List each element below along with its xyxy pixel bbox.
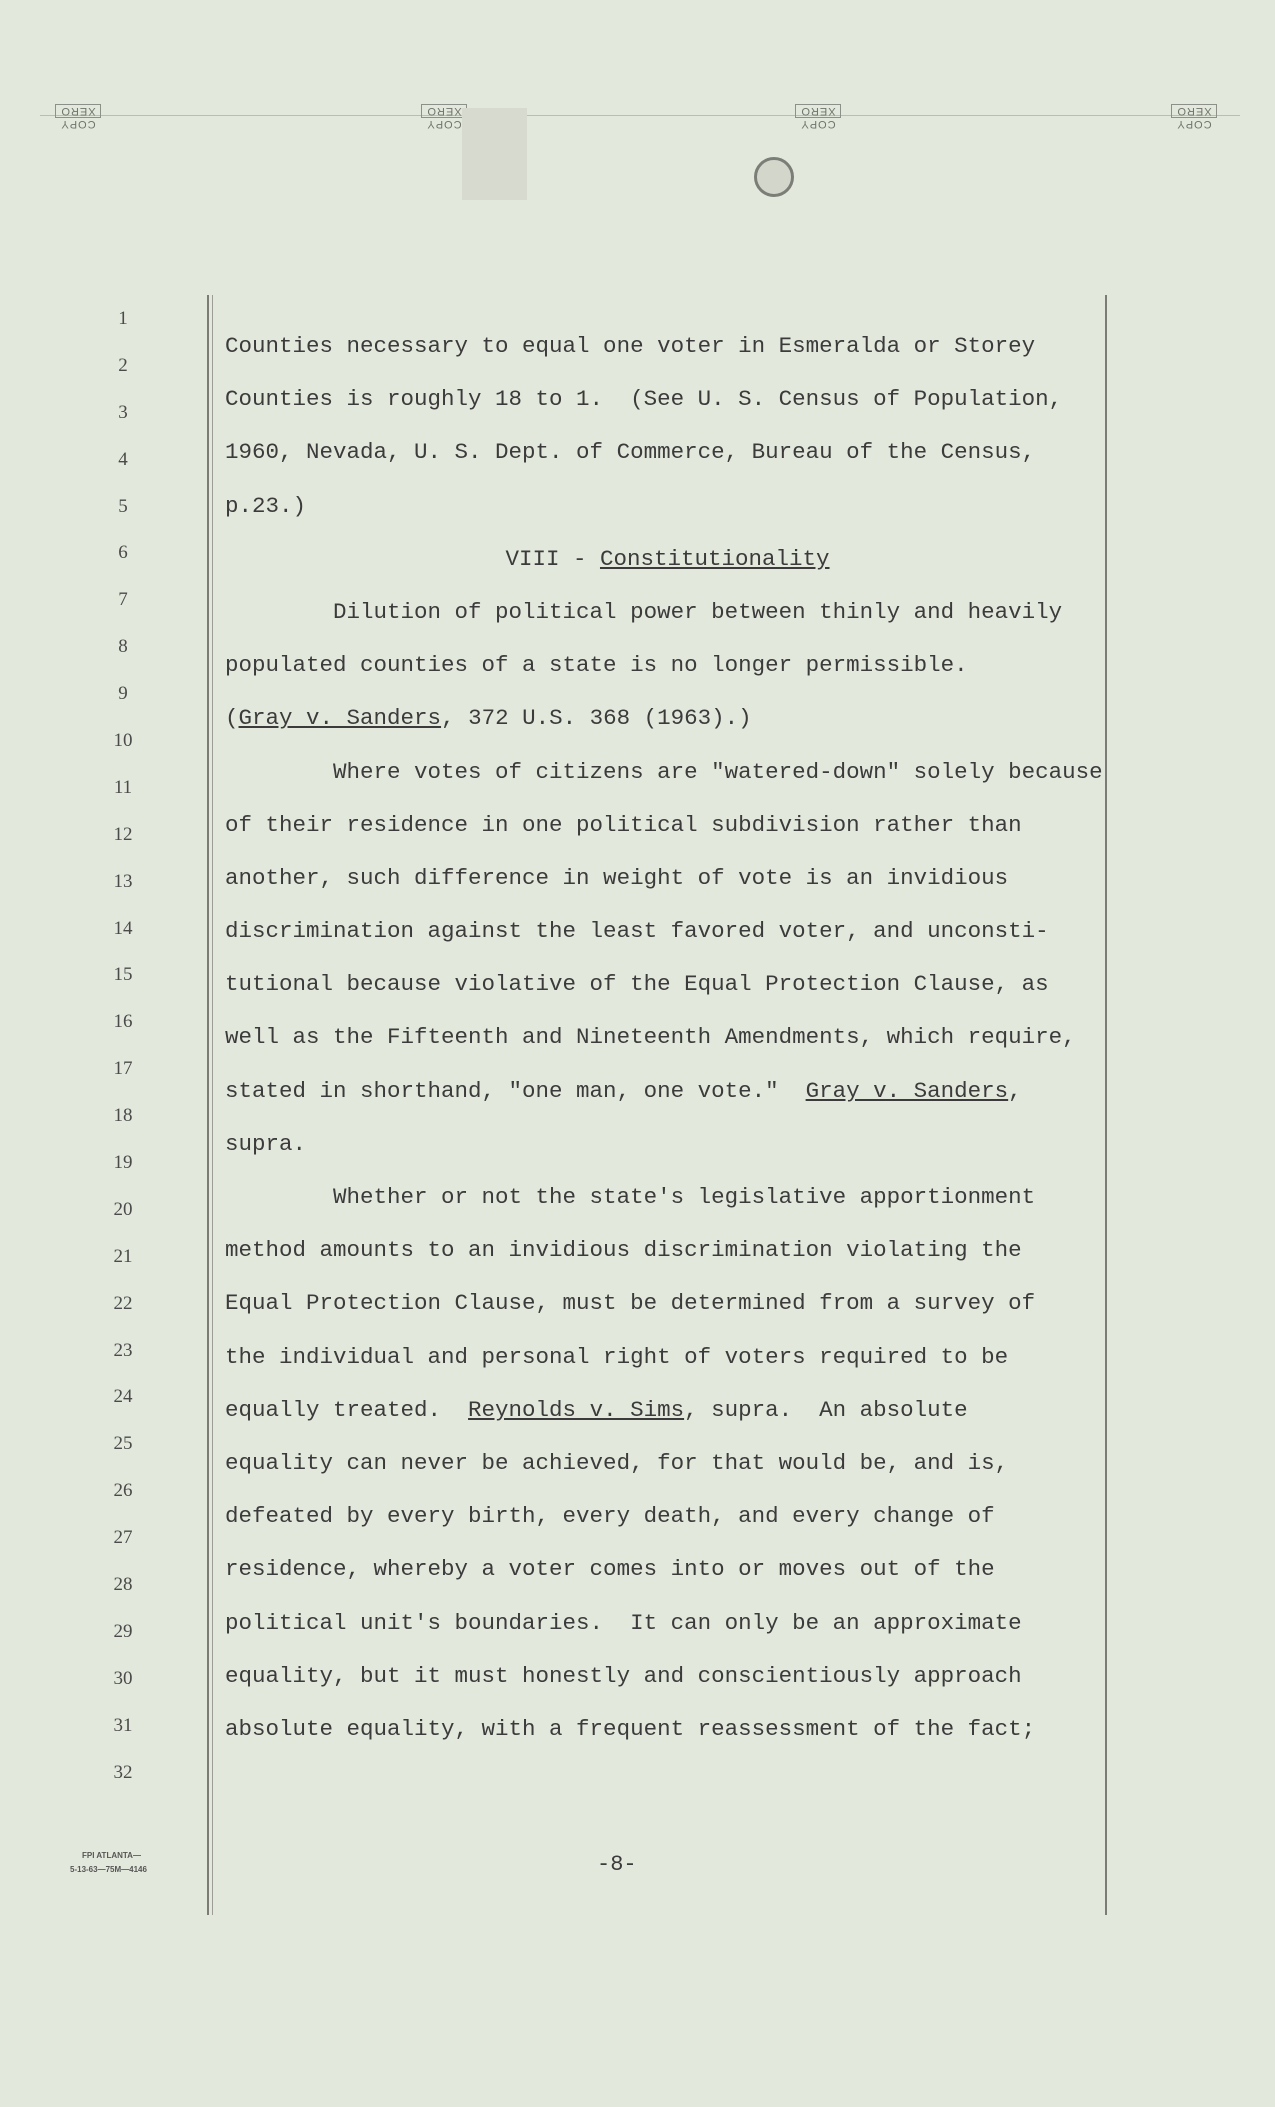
line-number: 28: [113, 1574, 133, 1596]
text-line: discrimination against the least favored voter, and unconsti-: [225, 918, 1049, 945]
line-number: 14: [113, 917, 133, 939]
text-line: p.23.): [225, 492, 307, 519]
left-margin-rule: [212, 295, 213, 1915]
case-name: Gray v. Sanders: [238, 705, 442, 732]
xerox-stamp: [782, 96, 854, 130]
line-number: 13: [113, 870, 133, 892]
citation-line: [225, 692, 1110, 745]
line-number: 2: [118, 354, 128, 376]
text-line: well as the Fifteenth and Nineteenth Amendments, which require,: [225, 1024, 1076, 1051]
line-number-column: [108, 308, 138, 1809]
line-number: 27: [113, 1527, 133, 1549]
text-fragment: , supra. An absolute: [684, 1396, 968, 1423]
stamp-text: XERO: [421, 104, 466, 118]
line-number: 19: [113, 1152, 133, 1174]
heading-number: VIII -: [505, 545, 600, 572]
line-number: 29: [113, 1620, 133, 1642]
form-printer-mark: [70, 1849, 230, 1877]
text-line: Where votes of citizens are "watered-down" solely because: [225, 758, 1103, 785]
line-number: 16: [113, 1011, 133, 1033]
text-line: defeated by every birth, every death, and every change of: [225, 1503, 995, 1530]
stamp-text: XERO: [795, 104, 840, 118]
text-line: residence, whereby a voter comes into or moves out of the: [225, 1556, 995, 1583]
line-number: 30: [113, 1667, 133, 1689]
line-number: 9: [118, 683, 128, 705]
stamp-text: COPY: [60, 118, 96, 130]
text-line: tutional because violative of the Equal Protection Clause, as: [225, 971, 1049, 998]
stamp-text: COPY: [426, 118, 462, 130]
stamp-text: COPY: [1176, 118, 1212, 130]
line-number: 11: [113, 776, 133, 798]
line-number: 22: [113, 1292, 133, 1314]
page-number: -8-: [597, 1852, 637, 1877]
document-body: [225, 320, 1110, 1756]
text-line: another, such difference in weight of vote is an invidious: [225, 864, 1009, 891]
text-line: Dilution of political power between thinly and heavily: [225, 598, 1063, 625]
line-number: 31: [113, 1714, 133, 1736]
line-number: 3: [118, 401, 128, 423]
form-mark-line: FPI ATLANTA—: [82, 1851, 141, 1860]
stamp-text: COPY: [800, 118, 836, 130]
text-line: the individual and personal right of voters required to be: [225, 1343, 1009, 1370]
text-line: of their residence in one political subdivision rather than: [225, 811, 1022, 838]
form-mark-line: 5-13-63—75M—4146: [70, 1865, 147, 1874]
line-number: 10: [113, 730, 133, 752]
line-number: 17: [113, 1058, 133, 1080]
text-fragment: stated in shorthand, "one man, one vote.": [225, 1077, 806, 1104]
stamp-text: XERO: [1171, 104, 1216, 118]
text-line: equality, but it must honestly and conscientiously approach: [225, 1662, 1022, 1689]
line-number: 1: [118, 308, 128, 329]
section-heading: [225, 533, 1110, 586]
line-number: 18: [113, 1105, 133, 1127]
text-line: equality can never be achieved, for that would be, and is,: [225, 1449, 1009, 1476]
line-number: 25: [113, 1433, 133, 1455]
citation-line: [225, 1384, 1110, 1437]
text-line: Whether or not the state's legislative apportionment: [225, 1184, 1036, 1210]
text-line: supra.: [225, 1130, 307, 1157]
line-number: 32: [113, 1761, 133, 1783]
left-margin-rule: [207, 295, 209, 1915]
line-number: 24: [113, 1386, 133, 1408]
text-line: absolute equality, with a frequent reassessment of the fact;: [225, 1715, 1036, 1742]
heading-title: Constitutionality: [599, 545, 830, 572]
text-fragment: ,: [1008, 1077, 1022, 1104]
line-number: 12: [113, 823, 133, 845]
text-line: Counties necessary to equal one voter in Esmeralda or Storey: [225, 333, 1036, 359]
line-number: 6: [118, 542, 128, 564]
tape-mark: [462, 108, 527, 200]
text-line: populated counties of a state is no longer permissible.: [225, 652, 968, 679]
case-name: Gray v. Sanders: [805, 1077, 1009, 1104]
line-number: 23: [113, 1339, 133, 1361]
citation-line: [225, 1065, 1110, 1118]
text-line: Counties is roughly 18 to 1. (See U. S. Census of Population,: [225, 386, 1063, 413]
text-line: 1960, Nevada, U. S. Dept. of Commerce, Bureau of the Census,: [225, 439, 1036, 466]
line-number: 8: [118, 636, 128, 658]
top-fold-line: [40, 115, 1240, 116]
line-number: 5: [118, 495, 128, 517]
text-fragment: , 372 U.S. 368 (1963).): [441, 705, 752, 732]
stamp-text: XERO: [55, 104, 100, 118]
text-fragment: equally treated.: [225, 1396, 469, 1423]
line-number: 7: [118, 589, 128, 611]
xerox-stamp: [1158, 96, 1230, 130]
punch-hole: [754, 157, 794, 197]
text-line: method amounts to an invidious discrimination violating the: [225, 1237, 1022, 1264]
case-name: Reynolds v. Sims: [468, 1396, 685, 1423]
text-line: political unit's boundaries. It can only be an approximate: [225, 1609, 1022, 1636]
text-line: Equal Protection Clause, must be determined from a survey of: [225, 1290, 1036, 1317]
line-number: 21: [113, 1245, 133, 1267]
line-number: 15: [113, 964, 133, 986]
line-number: 26: [113, 1480, 133, 1502]
line-number: 4: [118, 448, 128, 470]
text-fragment: (: [225, 705, 239, 732]
line-number: 20: [113, 1198, 133, 1220]
xerox-stamp: [42, 96, 114, 130]
